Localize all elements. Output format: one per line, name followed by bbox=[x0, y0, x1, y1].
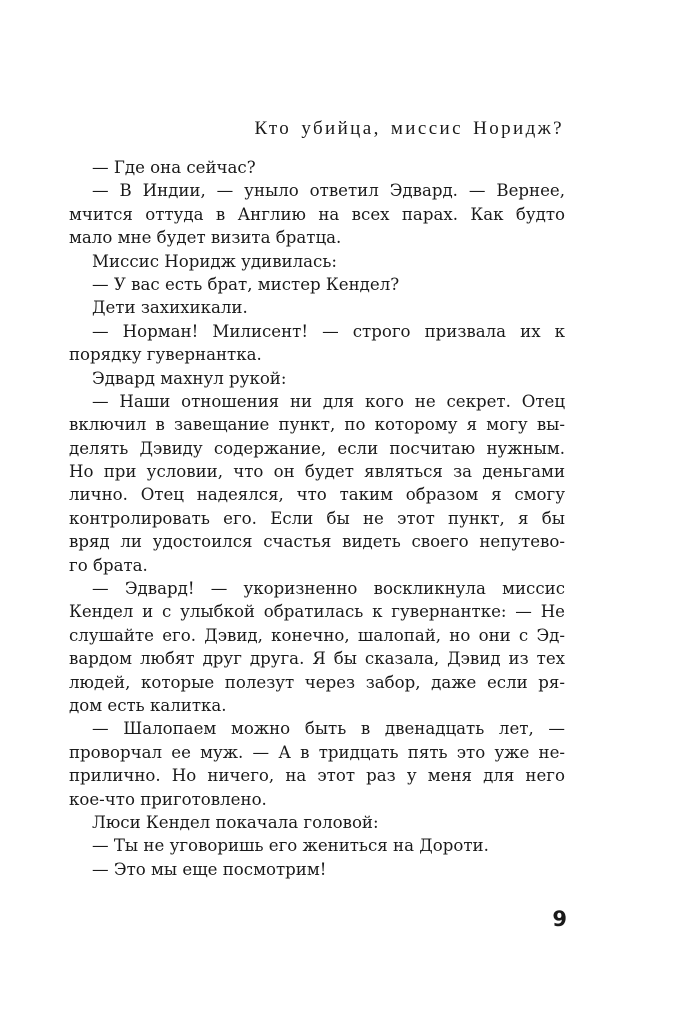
text-line: слушайте его. Дэвид, конечно, шалопай, но они с Эд- bbox=[69, 625, 565, 645]
text-line: делять Дэвиду содержание, если посчитаю нужным. bbox=[69, 438, 565, 458]
text-line: лично. Отец надеялся, что таким образом я смогу bbox=[69, 485, 565, 505]
body-text bbox=[69, 156, 565, 881]
text-line: Миссис Норидж удивилась: bbox=[92, 251, 337, 271]
text-line: включил в завещание пункт, по которому я могу вы- bbox=[69, 415, 565, 435]
text-line: Кендел и с улыбкой обратилась к гувернантке: — Не bbox=[69, 602, 565, 622]
text-line: Люси Кендел покачала головой: bbox=[92, 812, 379, 832]
text-line: Дети захихикали. bbox=[92, 298, 248, 318]
text-line: — Это мы еще посмотрим! bbox=[92, 859, 327, 879]
page-number: 9 bbox=[552, 907, 567, 931]
running-head: Кто убийца, миссис Норидж? bbox=[254, 118, 564, 139]
text-line: контролировать его. Если бы не этот пункт, я бы bbox=[69, 508, 565, 528]
text-line: порядку гувернантка. bbox=[69, 345, 262, 365]
text-line: Эдвард махнул рукой: bbox=[92, 368, 287, 388]
text-line: мчится оттуда в Англию на всех парах. Как будто bbox=[69, 204, 565, 224]
text-line: — Где она сейчас? bbox=[92, 158, 256, 177]
text-line: кое-что приготовлено. bbox=[69, 789, 267, 809]
text-line: людей, которые полезут через забор, даже если ря- bbox=[69, 672, 565, 692]
text-line: го брата. bbox=[69, 555, 148, 575]
text-line: проворчал ее муж. — А в тридцать пять это уже не- bbox=[69, 742, 565, 762]
text-line: — Эдвард! — укоризненно воскликнула миссис bbox=[92, 579, 565, 599]
text-line: дом есть калитка. bbox=[69, 695, 227, 715]
text-line: Но при условии, что он будет являться за деньгами bbox=[69, 462, 565, 482]
text-line: — Наши отношения ни для кого не секрет. Отец bbox=[92, 391, 565, 411]
text-line: — Шалопаем можно быть в двенадцать лет, — bbox=[92, 719, 565, 739]
text-line: — В Индии, — уныло ответил Эдвард. — Вернее, bbox=[92, 181, 565, 201]
text-line: мало мне будет визита братца. bbox=[69, 228, 342, 248]
text-line: вардом любят друг друга. Я бы сказала, Дэвид из тех bbox=[69, 649, 565, 669]
text-line: — Ты не уговоришь его жениться на Дороти. bbox=[92, 836, 489, 856]
text-line: — У вас есть брат, мистер Кендел? bbox=[92, 274, 400, 294]
text-line: вряд ли удостоился счастья видеть своего непутево- bbox=[69, 532, 565, 552]
text-line: — Норман! Милисент! — строго призвала их к bbox=[92, 321, 565, 341]
text-line: прилично. Но ничего, на этот раз у меня для него bbox=[69, 766, 565, 786]
